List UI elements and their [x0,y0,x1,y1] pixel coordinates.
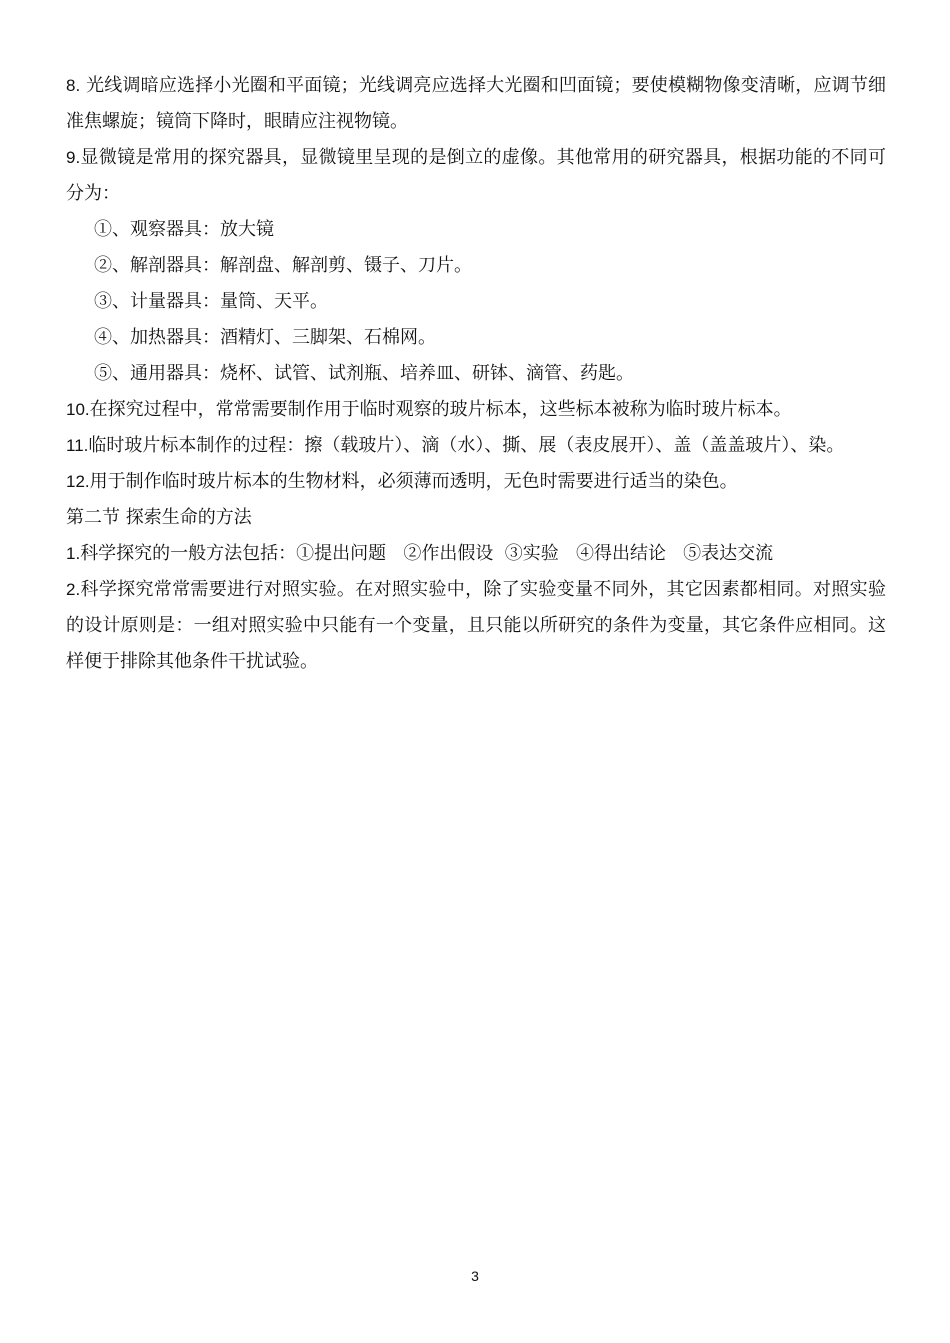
sub-item-dissection-tools: ②、解剖器具：解剖盘、解剖剪、镊子、刀片。 [94,255,472,276]
item-number: 1. [66,544,81,563]
page-number: 3 [471,1268,479,1284]
sub-item-observation-tools: ①、观察器具：放大镜 [94,219,274,240]
item-number: 8. [66,76,81,95]
item-text: 在探究过程中，常常需要制作用于临时观察的玻片标本，这些标本被称为临时玻片标本。 [89,399,792,420]
item-text: 科学探究常常需要进行对照实验。在对照实验中，除了实验变量不同外，其它因素都相同。对照实验的设计原则是：一组对照实验中只能有一个变量，且只能以所研究的条件为变量，其它条件应相同。这样便于排除其他条件干扰试验。 [66,579,886,672]
item-text: 显微镜是常用的探究器具，显微镜里呈现的是倒立的虚像。其他常用的研究器具，根据功能的不同可分为： [66,147,886,204]
item-number: 12. [66,472,90,491]
document-body [66,68,886,680]
item-number: 10. [66,400,90,419]
paragraph-section2-item-2 [66,572,886,680]
paragraph-item-9 [66,140,886,212]
section-heading: 第二节 探索生命的方法 [66,507,252,528]
item-text: 用于制作临时玻片标本的生物材料，必须薄而透明，无色时需要进行适当的染色。 [89,471,738,492]
item-number: 2. [66,580,81,599]
item-text: 科学探究的一般方法包括：①提出问题 ②作出假设 ③实验 ④得出结论 ⑤表达交流 [80,543,774,564]
sub-item-general-tools: ⑤、通用器具：烧杯、试管、试剂瓶、培养皿、研钵、滴管、药匙。 [94,363,634,384]
paragraph-item-8 [66,68,886,140]
paragraph-item-10 [66,392,886,428]
sub-item-measuring-tools: ③、计量器具：量筒、天平。 [94,291,328,312]
paragraph-section2-item-1 [66,536,886,572]
paragraph-item-11 [66,428,886,464]
item-text: 临时玻片标本制作的过程：擦（载玻片）、滴（水）、撕、展（表皮展开）、盖（盖盖玻片）、染。 [88,435,845,456]
item-number: 9. [66,148,81,167]
item-number: 11. [66,436,89,455]
sub-item-heating-tools: ④、加热器具：酒精灯、三脚架、石棉网。 [94,327,436,348]
paragraph-item-12 [66,464,886,500]
item-text: 光线调暗应选择小光圈和平面镜；光线调亮应选择大光圈和凹面镜；要使模糊物像变清晰，应调节细准焦螺旋；镜筒下降时，眼睛应注视物镜。 [66,75,886,132]
